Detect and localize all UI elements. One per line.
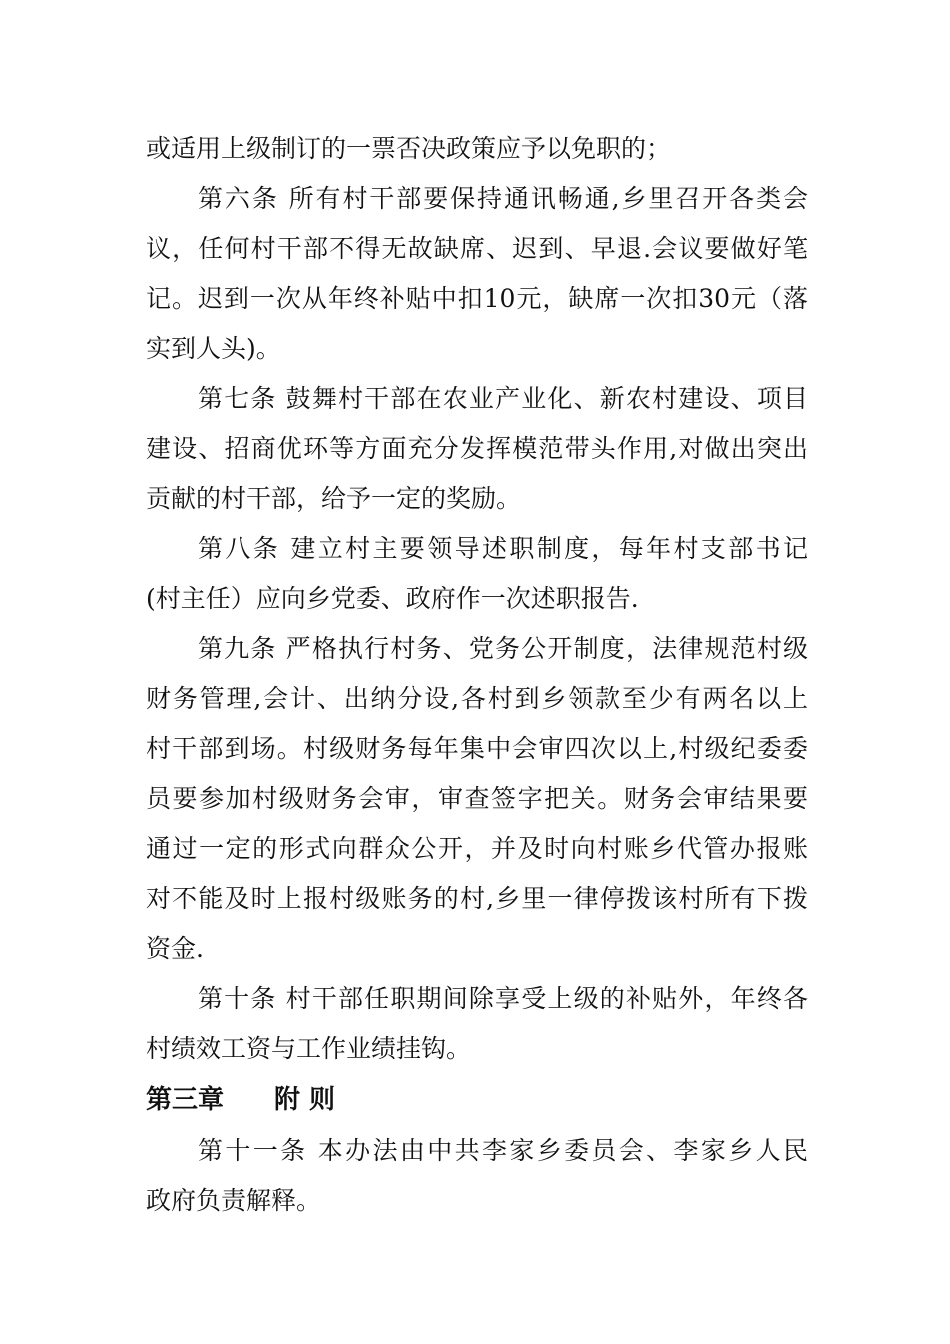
document-body (146, 124, 808, 1226)
article-9-line: 第九条 严格执行村务、党务公开制度，法律规范村级 (198, 634, 808, 663)
text-line: 记。迟到一次从年终补贴中扣10元，缺席一次扣30元（落 (146, 284, 808, 313)
chapter-heading (146, 1074, 808, 1126)
text-line: 员要参加村级财务会审，审查签字把关。财务会审结果要 (146, 784, 808, 813)
article-10-line: 第十条 村干部任职期间除享受上级的补贴外，年终各 (198, 984, 808, 1013)
article-6-line: 第六条 所有村干部要保持通讯畅通,乡里召开各类会 (198, 184, 808, 213)
article-8-line: 第八条 建立村主要领导述职制度，每年村支部书记 (198, 534, 808, 563)
text-line: 贡献的村干部，给予一定的奖励。 (146, 484, 522, 513)
text-line: 建设、招商优环等方面充分发挥模范带头作用,对做出突出 (146, 434, 808, 463)
article-7-line: 第七条 鼓舞村干部在农业产业化、新农村建设、项目 (198, 384, 808, 413)
text-line: 村绩效工资与工作业绩挂钩。 (146, 1034, 472, 1063)
text-line: 村干部到场。村级财务每年集中会审四次以上,村级纪委委 (146, 734, 808, 763)
chapter-title: 附 则 (274, 1085, 336, 1115)
text-line: 财务管理,会计、出纳分设,各村到乡领款至少有两名以上 (146, 684, 808, 713)
text-line: 议，任何村干部不得无故缺席、迟到、早退.会议要做好笔 (146, 234, 808, 263)
text-line: 实到人头)。 (146, 334, 281, 363)
text-line: 通过一定的形式向群众公开，并及时向村账乡代管办报账 (146, 834, 808, 863)
text-line: (村主任）应向乡党委、政府作一次述职报告. (146, 584, 639, 613)
text-line: 或适用上级制订的一票否决政策应予以免职的； (146, 134, 672, 163)
text-line: 政府负责解释。 (146, 1186, 322, 1215)
text-line: 对不能及时上报村级账务的村,乡里一律停拨该村所有下拨 (146, 884, 808, 913)
text-line: 资金. (146, 934, 204, 963)
article-11-line: 第十一条 本办法由中共李家乡委员会、李家乡人民 (198, 1136, 808, 1165)
chapter-number: 第三章 (146, 1085, 225, 1115)
